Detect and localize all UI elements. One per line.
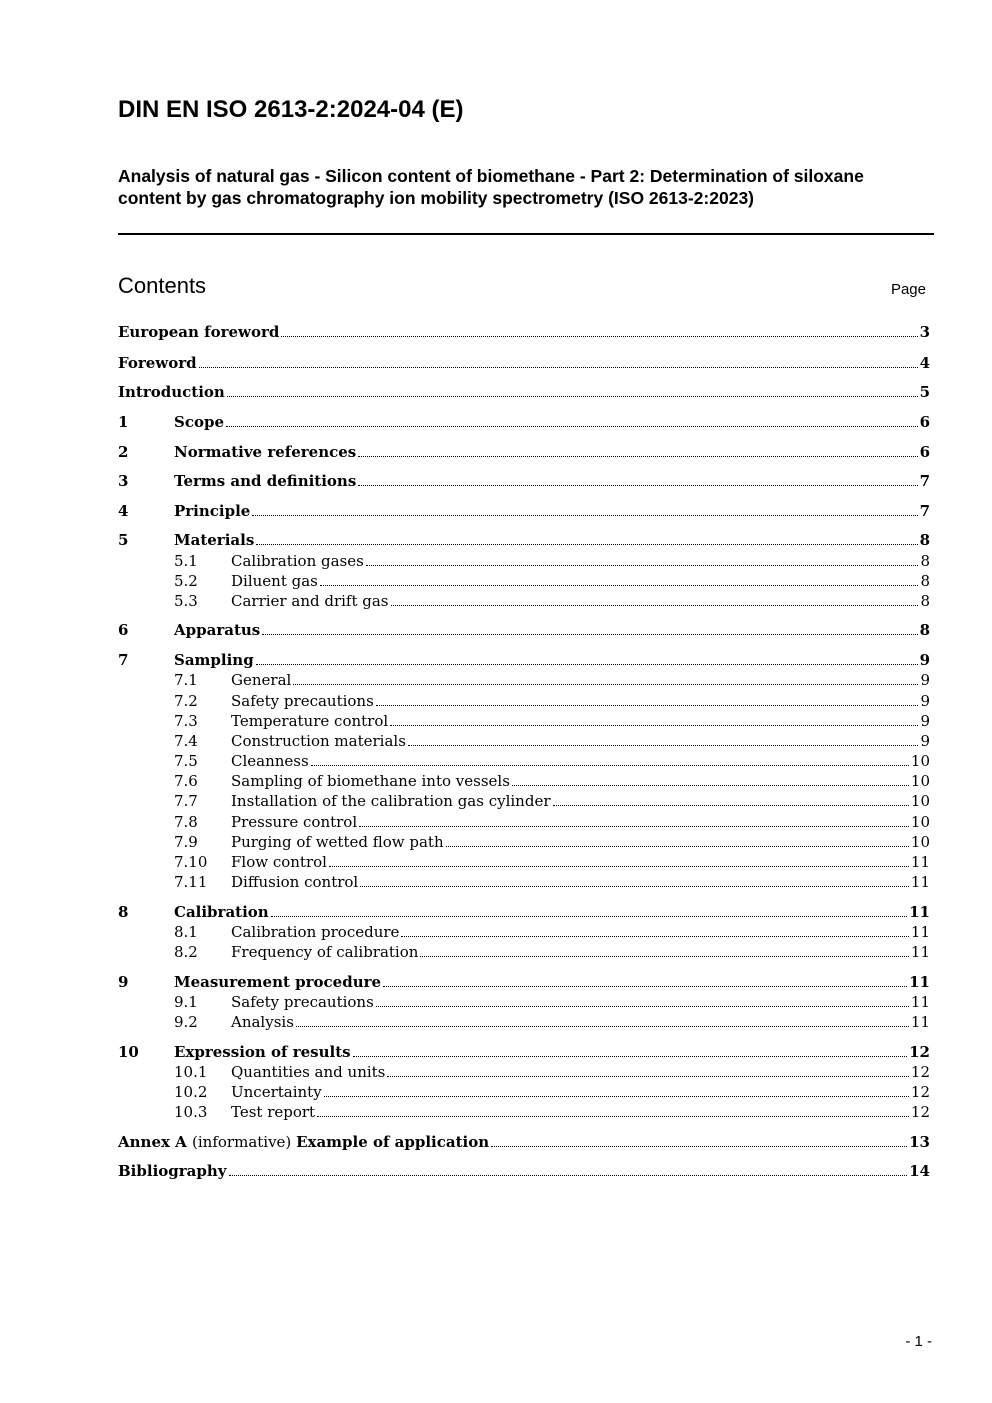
toc-entry-page: 7 — [919, 472, 930, 490]
toc-entry-label: Cleanness — [231, 752, 309, 770]
toc-entry[interactable] — [118, 530, 930, 550]
toc-entry-number: 9.2 — [174, 1013, 198, 1031]
toc-entry-number: 5.3 — [174, 592, 198, 610]
toc-entry[interactable] — [118, 812, 930, 832]
toc-entry-label: Flow control — [231, 853, 327, 871]
toc-entry-page: 13 — [909, 1133, 930, 1151]
toc-entry-label: Normative references — [174, 443, 357, 461]
toc-entry[interactable] — [118, 1132, 930, 1152]
toc-dot-leader — [324, 1096, 909, 1097]
toc-dot-leader — [293, 684, 918, 685]
toc-entry-page: 12 — [909, 1043, 930, 1061]
toc-entry-label: Pressure control — [231, 813, 358, 831]
toc-dot-leader — [271, 916, 907, 917]
toc-entry-number: 7.5 — [174, 752, 198, 770]
toc-entry-label: Measurement procedure — [174, 973, 382, 991]
toc-entry-number: 7.3 — [174, 712, 198, 730]
toc-entry-label: Temperature control — [231, 712, 389, 730]
toc-entry-page: 8 — [919, 531, 930, 549]
toc-entry-label: Sampling of biomethane into vessels — [231, 772, 510, 790]
toc-entry-page: 12 — [910, 1103, 930, 1121]
toc-entry-label: Frequency of calibration — [231, 943, 419, 961]
toc-entry-page: 10 — [910, 813, 930, 831]
toc-entry-label: Annex A (informative) Example of application — [118, 1133, 490, 1151]
toc-dot-leader — [491, 1146, 907, 1147]
toc-entry-label: Diluent gas — [231, 572, 318, 590]
toc-entry-label: Quantities and units — [231, 1063, 386, 1081]
toc-entry-number: 9 — [118, 973, 129, 991]
toc-entry-number: 7.4 — [174, 732, 198, 750]
toc-entry[interactable] — [118, 691, 930, 711]
toc-entry-page: 6 — [919, 413, 930, 431]
toc-entry[interactable] — [118, 382, 930, 402]
toc-entry-page: 9 — [920, 671, 930, 689]
toc-entry[interactable] — [118, 711, 930, 731]
toc-entry[interactable] — [118, 620, 930, 640]
toc-entry-label: Foreword — [118, 354, 197, 372]
toc-dot-leader — [376, 705, 919, 706]
toc-entry-label: Test report — [231, 1103, 316, 1121]
toc-entry-page: 9 — [919, 651, 930, 669]
toc-dot-leader — [420, 956, 908, 957]
toc-dot-leader — [446, 846, 909, 847]
toc-dot-leader — [199, 367, 918, 368]
toc-entry-page: 11 — [909, 973, 930, 991]
toc-entry[interactable] — [118, 902, 930, 922]
toc-entry[interactable] — [118, 1082, 930, 1102]
toc-entry[interactable] — [118, 353, 930, 373]
toc-entry-label: European foreword — [118, 323, 280, 341]
toc-dot-leader — [329, 866, 909, 867]
toc-entry-number: 1 — [118, 413, 129, 431]
toc-entry-page: 10 — [910, 833, 930, 851]
toc-entry-number: 10 — [118, 1043, 139, 1061]
toc-entry[interactable] — [118, 501, 930, 521]
toc-entry-label: Calibration gases — [231, 552, 364, 570]
toc-entry-number: 7.1 — [174, 671, 198, 689]
toc-dot-leader — [383, 986, 907, 987]
contents-heading: Contents — [118, 273, 207, 298]
toc-entry-label: Construction materials — [231, 732, 406, 750]
toc-entry-number: 5 — [118, 531, 129, 549]
toc-entry-label: Terms and definitions — [174, 472, 357, 490]
toc-entry-page: 3 — [919, 323, 930, 341]
toc-entry[interactable] — [118, 442, 930, 462]
toc-entry-label: Safety precautions — [231, 692, 374, 710]
toc-entry-page: 8 — [920, 572, 930, 590]
toc-dot-leader — [359, 826, 909, 827]
toc-entry[interactable] — [118, 471, 930, 491]
toc-entry-label: Installation of the calibration gas cylinder — [231, 792, 551, 810]
toc-dot-leader — [256, 664, 918, 665]
toc-entry[interactable] — [118, 591, 930, 611]
toc-entry-number: 5.1 — [174, 552, 198, 570]
toc-entry-label: Principle — [174, 502, 251, 520]
toc-entry[interactable] — [118, 650, 930, 670]
toc-entry-label: Materials — [174, 531, 255, 549]
toc-entry[interactable] — [118, 1042, 930, 1062]
toc-entry-page: 9 — [920, 692, 930, 710]
document-id: DIN EN ISO 2613-2:2024-04 (E) — [118, 96, 464, 123]
toc-entry-page: 10 — [910, 772, 930, 790]
toc-dot-leader — [376, 1006, 909, 1007]
title-rule — [118, 233, 934, 235]
toc-entry-label: Apparatus — [174, 621, 261, 639]
toc-entry-page: 10 — [910, 792, 930, 810]
toc-entry-page: 8 — [920, 592, 930, 610]
toc-entry-number: 7.8 — [174, 813, 198, 831]
toc-entry-page: 6 — [919, 443, 930, 461]
toc-entry-number: 10.2 — [174, 1083, 208, 1101]
toc-entry-number: 2 — [118, 443, 129, 461]
toc-entry[interactable] — [118, 1102, 930, 1122]
toc-entry-number: 8.1 — [174, 923, 198, 941]
toc-dot-leader — [320, 585, 919, 586]
toc-dot-leader — [353, 1056, 908, 1057]
toc-dot-leader — [317, 1116, 909, 1117]
toc-entry-page: 9 — [920, 732, 930, 750]
toc-entry-label: Introduction — [118, 383, 225, 401]
document-title: Analysis of natural gas - Silicon content of biomethane - Part 2: Determination of siloxane content by gas chromatography ion mobility spectrometry (ISO 2613-2:2023) — [118, 166, 864, 208]
toc-entry-page: 5 — [919, 383, 930, 401]
toc-entry[interactable] — [118, 412, 930, 432]
toc-entry-label: Sampling — [174, 651, 254, 669]
toc-dot-leader — [227, 396, 918, 397]
toc-entry-number: 3 — [118, 472, 129, 490]
toc-dot-leader — [358, 456, 917, 457]
toc-entry-page: 4 — [919, 354, 930, 372]
toc-entry-label: Calibration — [174, 903, 269, 921]
toc-entry-number: 9.1 — [174, 993, 198, 1011]
toc-entry[interactable] — [118, 1062, 930, 1082]
toc-entry-label: Diffusion control — [231, 873, 359, 891]
toc-entry-number: 10.3 — [174, 1103, 208, 1121]
toc-entry-page: 10 — [910, 752, 930, 770]
toc-entry-label: Safety precautions — [231, 993, 374, 1011]
toc-dot-leader — [366, 565, 919, 566]
toc-entry-number: 7 — [118, 651, 129, 669]
toc-entry-number: 7.2 — [174, 692, 198, 710]
toc-dot-leader — [358, 485, 917, 486]
toc-dot-leader — [512, 785, 909, 786]
toc-entry[interactable] — [118, 791, 930, 811]
toc-entry-number: 8.2 — [174, 943, 198, 961]
toc-dot-leader — [390, 725, 918, 726]
toc-entry-number: 6 — [118, 621, 129, 639]
toc-dot-leader — [226, 426, 918, 427]
toc-dot-leader — [281, 336, 917, 337]
toc-entry-page: 11 — [910, 873, 930, 891]
toc-entry-label: Expression of results — [174, 1043, 351, 1061]
toc-entry[interactable] — [118, 670, 930, 690]
toc-entry[interactable] — [118, 972, 930, 992]
toc-entry-label: Analysis — [231, 1013, 294, 1031]
toc-entry-number: 7.11 — [174, 873, 208, 891]
toc-entry-page: 11 — [910, 993, 930, 1011]
toc-entry[interactable] — [118, 852, 930, 872]
toc-entry-page: 11 — [910, 943, 930, 961]
toc-entry-label: Bibliography — [118, 1162, 227, 1180]
toc-dot-leader — [408, 745, 919, 746]
toc-entry-page: 12 — [910, 1063, 930, 1081]
toc-entry-page: 11 — [910, 923, 930, 941]
page-number: - 1 - — [905, 1333, 932, 1350]
toc-entry[interactable] — [118, 1012, 930, 1032]
toc-dot-leader — [229, 1175, 908, 1176]
toc-entry-page: 7 — [919, 502, 930, 520]
toc-entry[interactable] — [118, 551, 930, 571]
toc-entry-number: 7.6 — [174, 772, 198, 790]
toc-entry[interactable] — [118, 571, 930, 591]
toc-entry-page: 14 — [909, 1162, 930, 1180]
toc-entry-number: 7.9 — [174, 833, 198, 851]
toc-entry-number: 8 — [118, 903, 129, 921]
toc-entry-label: Scope — [174, 413, 225, 431]
toc-entry[interactable] — [118, 731, 930, 751]
toc-entry-page: 12 — [910, 1083, 930, 1101]
toc-entry-label: Uncertainty — [231, 1083, 322, 1101]
toc-entry[interactable] — [118, 1161, 930, 1181]
toc-entry-page: 8 — [919, 621, 930, 639]
toc-entry-number: 7.7 — [174, 792, 198, 810]
toc-dot-leader — [360, 886, 909, 887]
toc-entry[interactable] — [118, 942, 930, 962]
toc-entry[interactable] — [118, 751, 930, 771]
toc-dot-leader — [256, 544, 917, 545]
toc-entry[interactable] — [118, 832, 930, 852]
toc-dot-leader — [311, 765, 909, 766]
toc-entry-label: Purging of wetted flow path — [231, 833, 444, 851]
toc-entry-number: 10.1 — [174, 1063, 208, 1081]
toc-entry-page: 9 — [920, 712, 930, 730]
toc-dot-leader — [553, 805, 909, 806]
toc-entry-page: 11 — [910, 853, 930, 871]
toc-entry-page: 8 — [920, 552, 930, 570]
toc-dot-leader — [296, 1026, 909, 1027]
toc-entry[interactable] — [118, 922, 930, 942]
toc-dot-leader — [252, 515, 917, 516]
toc-entry[interactable] — [118, 771, 930, 791]
toc-entry-number: 5.2 — [174, 572, 198, 590]
toc-dot-leader — [262, 634, 917, 635]
toc-entry-page: 11 — [910, 1013, 930, 1031]
toc-dot-leader — [401, 936, 909, 937]
toc-entry[interactable] — [118, 992, 930, 1012]
toc-dot-leader — [387, 1076, 909, 1077]
toc-entry-number: 7.10 — [174, 853, 208, 871]
toc-entry-page: 11 — [909, 903, 930, 921]
toc-entry-label: Carrier and drift gas — [231, 592, 389, 610]
toc-entry[interactable] — [118, 322, 930, 342]
toc-entry-number: 4 — [118, 502, 129, 520]
toc-entry-label: General — [231, 671, 292, 689]
toc-entry-label: Calibration procedure — [231, 923, 400, 941]
toc-dot-leader — [391, 605, 919, 606]
page-column-label: Page — [890, 281, 926, 298]
toc-entry[interactable] — [118, 872, 930, 892]
